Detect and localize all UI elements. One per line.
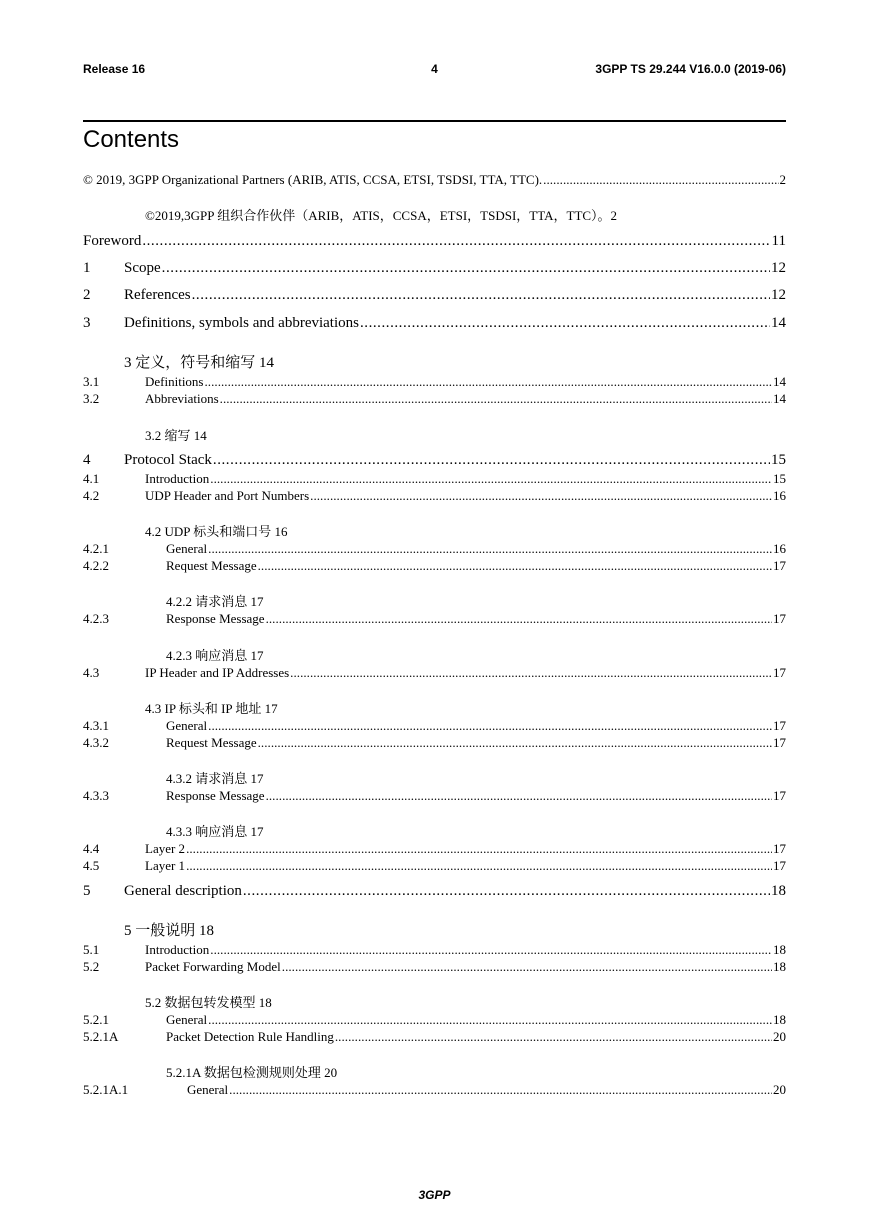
- toc-entry-title: Packet Forwarding Model: [145, 959, 281, 974]
- toc-entry-number: 4.5: [83, 858, 100, 873]
- header-release: Release 16: [83, 62, 146, 76]
- toc-entry-title: Introduction: [145, 942, 210, 957]
- toc-entry[interactable]: [83, 959, 786, 975]
- toc-entry-page: 12: [771, 260, 786, 276]
- toc-entry[interactable]: [83, 841, 786, 857]
- chinese-translation-note: ©2019,3GPP 组织合作伙伴（ARIB，ATIS，CCSA，ETSI，TSDSI，TTA，TTC）。2: [145, 208, 618, 223]
- toc-entry-number: 3.2: [83, 391, 100, 406]
- toc-entry-page: 16: [773, 488, 786, 503]
- toc-entry-number: 4.1: [83, 471, 100, 486]
- toc-entry[interactable]: [83, 1029, 786, 1045]
- toc-entry[interactable]: [83, 452, 786, 469]
- toc-entry[interactable]: [83, 735, 786, 751]
- dot-leader: [208, 1012, 772, 1028]
- dot-leader: [335, 1029, 772, 1045]
- toc-entry-title: Response Message: [166, 788, 265, 803]
- toc-entry-title: General: [166, 1012, 208, 1027]
- toc-entry-page: 14: [771, 315, 786, 331]
- toc-entry-page: 18: [773, 959, 786, 974]
- toc-entry[interactable]: [83, 611, 786, 627]
- toc-entry-page: 14: [773, 374, 786, 389]
- toc-entry-number: 4: [83, 452, 91, 468]
- dot-leader: [258, 558, 772, 574]
- toc-entry-number: 3: [83, 315, 91, 331]
- dot-leader: [243, 883, 770, 900]
- dot-leader: [266, 788, 772, 804]
- chinese-translation-note: 4.2.3 响应消息 17: [166, 648, 264, 663]
- footer-3gpp: 3GPP: [418, 1188, 451, 1202]
- page-title: Contents: [83, 126, 180, 153]
- dot-leader: [210, 471, 772, 487]
- toc-entry-page: 15: [773, 471, 786, 486]
- toc-entry[interactable]: [83, 287, 786, 304]
- toc-entry-title: Response Message: [166, 611, 265, 626]
- toc-entry-number: 4.2: [83, 488, 100, 503]
- toc-entry[interactable]: [83, 233, 786, 250]
- dot-leader: [142, 233, 770, 250]
- toc-entry-number: 4.2.2: [83, 558, 109, 573]
- dot-leader: [310, 488, 772, 504]
- toc-entry[interactable]: [83, 172, 786, 188]
- toc-entry-number: 5.2.1A.1: [83, 1082, 129, 1097]
- toc-entry-number: 2: [83, 287, 91, 303]
- toc-entry-title: IP Header and IP Addresses: [145, 665, 290, 680]
- toc-entry-title: © 2019, 3GPP Organizational Partners (ARIB, ATIS, CCSA, ETSI, TSDSI, TTA, TTC).: [83, 172, 543, 187]
- dot-leader: [282, 959, 772, 975]
- chinese-translation-note: 5 一般说明 18: [124, 923, 215, 939]
- toc-entry-page: 15: [771, 452, 786, 468]
- header-page-number: 4: [431, 62, 438, 76]
- dot-leader: [208, 718, 772, 734]
- dot-leader: [290, 665, 772, 681]
- toc-entry[interactable]: [83, 260, 786, 277]
- toc-entry-page: 17: [773, 611, 786, 626]
- toc-entry-page: 20: [773, 1029, 786, 1044]
- toc-entry-title: Scope: [124, 260, 161, 276]
- toc-entry-number: 4.2.3: [83, 611, 109, 626]
- header-spec-id: 3GPP TS 29.244 V16.0.0 (2019-06): [595, 62, 786, 76]
- toc-entry-number: 1: [83, 260, 91, 276]
- toc-entry-page: 17: [773, 735, 786, 750]
- chinese-translation-note: 3 定义，符号和缩写 14: [124, 355, 275, 371]
- dot-leader: [162, 260, 770, 277]
- toc-entry[interactable]: [83, 391, 786, 407]
- chinese-translation-note: 5.2.1A 数据包检测规则处理 20: [166, 1065, 338, 1080]
- dot-leader: [186, 841, 772, 857]
- toc-entry-title: Definitions: [145, 374, 204, 389]
- toc-entry-page: 12: [771, 287, 786, 303]
- toc-entry-page: 2: [779, 172, 786, 187]
- dot-leader: [258, 735, 772, 751]
- toc-entry-title: Protocol Stack: [124, 452, 212, 468]
- toc-entry-number: 4.3.2: [83, 735, 109, 750]
- toc-entry[interactable]: [83, 488, 786, 504]
- chinese-translation-note: 4.2.2 请求消息 17: [166, 594, 264, 609]
- toc-entry-number: 4.2.1: [83, 541, 109, 556]
- toc-entry[interactable]: [83, 718, 786, 734]
- toc-entry-number: 5.2.1A: [83, 1029, 119, 1044]
- toc-entry-title: UDP Header and Port Numbers: [145, 488, 310, 503]
- dot-leader: [266, 611, 772, 627]
- toc-entry-title: Request Message: [166, 735, 257, 750]
- dot-leader: [205, 374, 773, 390]
- toc-entry-number: 4.3.1: [83, 718, 109, 733]
- dot-leader: [360, 315, 770, 332]
- toc-entry-title: General: [166, 541, 208, 556]
- toc-entry-title: Request Message: [166, 558, 257, 573]
- chinese-translation-note: 4.2 UDP 标头和端口号 16: [145, 524, 288, 539]
- toc-entry[interactable]: [83, 315, 786, 332]
- toc-entry-page: 17: [773, 718, 786, 733]
- toc-entry[interactable]: [83, 788, 786, 804]
- toc-entry[interactable]: [83, 1012, 786, 1028]
- toc-entry-page: 17: [773, 841, 786, 856]
- toc-entry-title: General description: [124, 883, 242, 899]
- toc-entry-page: 18: [773, 942, 786, 957]
- toc-entry-page: 14: [773, 391, 786, 406]
- chinese-translation-note: 4.3 IP 标头和 IP 地址 17: [145, 701, 278, 716]
- toc-entry-title: General: [166, 718, 208, 733]
- toc-entry-page: 17: [773, 858, 786, 873]
- dot-leader: [192, 287, 770, 304]
- toc-entry[interactable]: [83, 858, 786, 874]
- chinese-translation-note: 5.2 数据包转发模型 18: [145, 995, 272, 1010]
- toc-entry-title: Foreword: [83, 233, 142, 249]
- toc-entry-page: 16: [773, 541, 786, 556]
- toc-entry[interactable]: [83, 558, 786, 574]
- toc-entry-title: Introduction: [145, 471, 210, 486]
- toc-entry-page: 17: [773, 665, 786, 680]
- dot-leader: [208, 541, 772, 557]
- toc-entry-title: Definitions, symbols and abbreviations: [124, 315, 359, 331]
- toc-entry-title: Abbreviations: [145, 391, 219, 406]
- dot-leader: [210, 942, 772, 958]
- chinese-translation-note: 4.3.3 响应消息 17: [166, 824, 264, 839]
- toc-entry-title: Packet Detection Rule Handling: [166, 1029, 334, 1044]
- toc-entry-page: 18: [771, 883, 786, 899]
- toc-entry-title: References: [124, 287, 191, 303]
- toc-entry-number: 4.4: [83, 841, 100, 856]
- toc-entry-number: 3.1: [83, 374, 100, 389]
- toc-entry-title: General: [187, 1082, 229, 1097]
- toc-entry-title: Layer 1: [145, 858, 186, 873]
- chinese-translation-note: 4.3.2 请求消息 17: [166, 771, 264, 786]
- toc-entry-number: 5.2: [83, 959, 100, 974]
- dot-leader: [543, 172, 778, 188]
- toc-entry-page: 17: [773, 558, 786, 573]
- toc-entry-number: 5.2.1: [83, 1012, 109, 1027]
- dot-leader: [229, 1082, 772, 1098]
- toc-entry[interactable]: [83, 541, 786, 557]
- toc-entry-page: 18: [773, 1012, 786, 1027]
- toc-entry[interactable]: [83, 665, 786, 681]
- toc-entry[interactable]: [83, 942, 786, 958]
- toc-entry-number: 5: [83, 883, 91, 899]
- toc-entry-title: Layer 2: [145, 841, 186, 856]
- toc-entry-number: 4.3: [83, 665, 100, 680]
- toc-entry-number: 5.1: [83, 942, 100, 957]
- toc-entry-page: 17: [773, 788, 786, 803]
- toc-entry-number: 4.3.3: [83, 788, 109, 803]
- dot-leader: [213, 452, 770, 469]
- dot-leader: [220, 391, 772, 407]
- toc-entry[interactable]: [83, 471, 786, 487]
- chinese-translation-note: 3.2 缩写 14: [145, 428, 207, 443]
- toc-entry[interactable]: [83, 883, 786, 900]
- toc-entry[interactable]: [83, 1082, 786, 1098]
- dot-leader: [186, 858, 772, 874]
- toc-entry-page: 20: [773, 1082, 786, 1097]
- toc-entry[interactable]: [83, 374, 786, 390]
- title-rule: [83, 120, 786, 122]
- toc-entry-page: 11: [771, 233, 786, 249]
